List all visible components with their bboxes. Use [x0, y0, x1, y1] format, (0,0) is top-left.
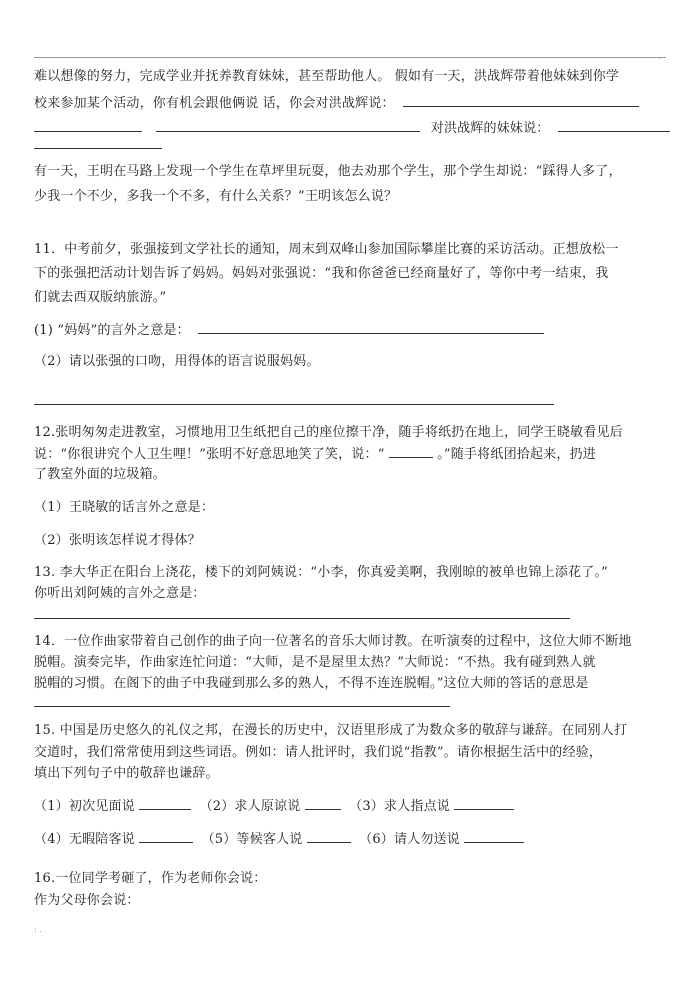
q11-line-3: 们就去西双版纳旅游。” — [34, 290, 167, 305]
q12-sub-2: （2）张明该怎样说才得体？ — [34, 533, 201, 548]
q14-line-1: 14．一位作曲家带着自己创作的曲子向一位著名的音乐大师讨教。在听演奏的过程中，这位大师不断地 — [34, 634, 632, 649]
answer-blank[interactable] — [139, 831, 193, 843]
answer-blank[interactable] — [156, 120, 420, 132]
answer-blank[interactable] — [558, 120, 670, 132]
corner-mark-top: . — [658, 52, 661, 61]
intro-line-2-text: 校来参加某个活动，你有机会跟他俩说 话，你会对洪战辉说： — [34, 96, 395, 111]
answer-line[interactable] — [34, 618, 570, 619]
answer-blank[interactable] — [389, 446, 433, 458]
q12-line-2a: 说：“你很讲究个人卫生哩！”张明不好意思地笑了笑，说：“ — [34, 447, 385, 462]
q15-line-2: 交道时，我们常常使用到这些词语。例如：请人批评时，我们说“指教”。请你根据生活中的经验， — [34, 745, 603, 760]
q15-row-1 — [34, 798, 514, 815]
q11-line-2: 下的张强把活动计划告诉了妈妈。妈妈对张强说：“我和你爸爸已经商量好了，等你中考一结束，我 — [34, 266, 609, 281]
q15-line-1: 15. 中国是历史悠久的礼仪之邦，在漫长的历史中，汉语里形成了为数众多的敬辞与谦辞。在同别人打 — [34, 723, 628, 738]
answer-line[interactable] — [34, 148, 162, 149]
wangming-line-1: 有一天，王明在马路上发现一个学生在草坪里玩耍，他去劝那个学生，那个学生却说：“踩得人多了， — [34, 164, 622, 179]
q12-line-2 — [34, 446, 596, 463]
q16-line-1: 16.一位同学考砸了，作为老师你会说： — [34, 871, 267, 886]
answer-blank[interactable] — [403, 95, 639, 107]
q13-line-1: 13. 李大华正在阳台上浇花，楼下的刘阿姨说：“小李，你真爱美啊，我刚晾的被单也锦上添花了。” — [34, 565, 608, 580]
corner-mark-bottom: : . — [34, 925, 42, 934]
q14-line-3: 脱帽的习惯。在阁下的曲子中我碰到那么多的熟人，不得不连连脱帽。”这位大师的答话的意思是 — [34, 676, 589, 691]
wangming-line-2: 少我一个不少，多我一个不多，有什么关系？”王明该怎么说？ — [34, 189, 398, 204]
q16-line-2: 作为父母你会说： — [34, 893, 140, 908]
answer-blank[interactable] — [34, 120, 142, 132]
answer-line[interactable] — [34, 404, 554, 405]
q11-line-1: 11．中考前夕，张强接到文学社长的通知，周末到双峰山参加国际攀崖比赛的采访活动。正想放松一 — [34, 242, 619, 257]
intro-line-1: 难以想像的努力，完成学业并抚养教育妹妹，甚至帮助他人。 假如有一天，洪战辉带着他妹妹到你学 — [34, 69, 620, 84]
answer-blank[interactable] — [305, 798, 341, 810]
q12-line-3: 了教室外面的垃圾箱。 — [34, 467, 167, 482]
answer-blank[interactable] — [464, 831, 524, 843]
q15-item-2: （2）求人原谅说 — [199, 799, 301, 814]
q15-item-4: （4）无暇陪客说 — [34, 832, 135, 847]
q11-sub-1-text: (1) “妈妈”的言外之意是： — [34, 323, 190, 338]
q11-sub-1 — [34, 322, 544, 339]
answer-blank[interactable] — [307, 831, 351, 843]
q15-item-1: （1）初次见面说 — [34, 799, 135, 814]
answer-blank[interactable] — [198, 322, 544, 334]
q13-line-2: 你听出刘阿姨的言外之意是： — [34, 586, 206, 601]
intro-line-3-text: 对洪战辉的妹妹说： — [430, 121, 550, 136]
q15-line-3: 填出下列句子中的敬辞也谦辞。 — [34, 766, 219, 781]
answer-line[interactable] — [34, 706, 450, 707]
q14-line-2: 脱帽。演奏完毕，作曲家连忙问道：“大师，是不是屋里太热？”大师说：“不热。我有碰到熟人就 — [34, 655, 596, 670]
q15-item-6: （6）请人勿送说 — [359, 832, 460, 847]
q12-sub-1: （1）王晓敏的话言外之意是： — [34, 500, 215, 515]
q15-row-2 — [34, 831, 524, 848]
header-rule — [34, 57, 666, 58]
q11-sub-2: （2）请以张强的口吻，用得体的语言说服妈妈。 — [34, 354, 320, 369]
q12-line-2b: 。”随手将纸团拾起来，扔进 — [437, 447, 596, 462]
intro-line-3 — [34, 120, 670, 137]
answer-blank[interactable] — [454, 798, 514, 810]
answer-blank[interactable] — [139, 798, 191, 810]
q12-line-1: 12.张明匆匆走进教室，习惯地用卫生纸把自己的座位擦干净，随手将纸扔在地上，同学王晓敏看见后 — [34, 425, 623, 440]
q15-item-5: （5）等候客人说 — [201, 832, 303, 847]
q15-item-3: （3）求人指点说 — [349, 799, 450, 814]
intro-line-2 — [34, 95, 639, 112]
